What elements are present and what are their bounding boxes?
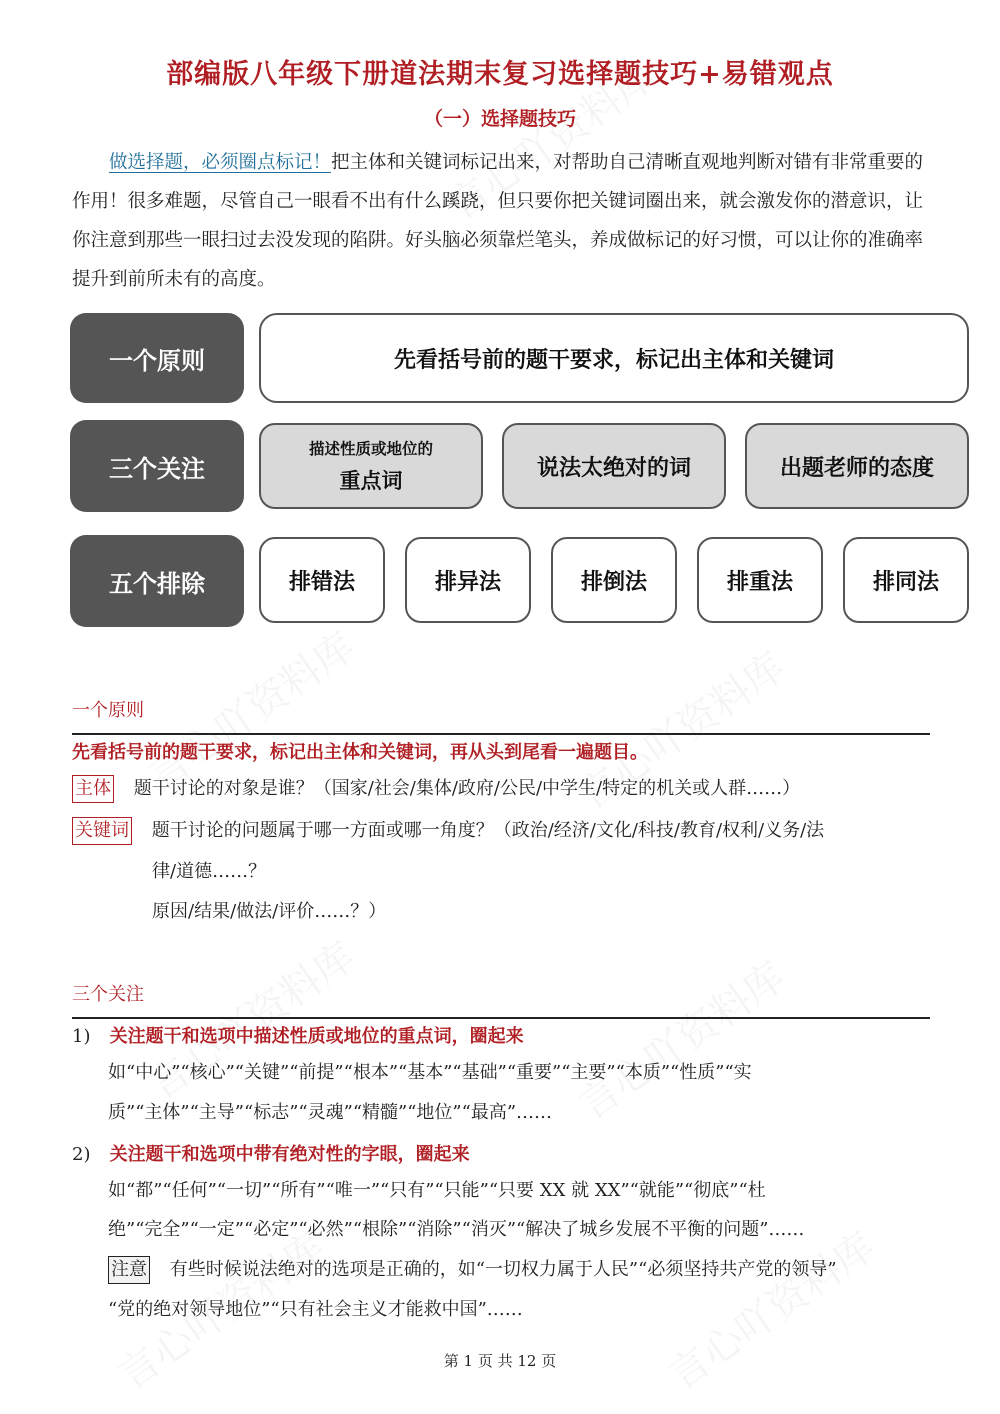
watermark bbox=[565, 946, 794, 1130]
focus-item-1-line2: 质”“主体”“主导”“标志”“灵魂”“精髓”“地位”“最高”…… bbox=[108, 1102, 553, 1123]
focus-item-2-title-row bbox=[72, 1140, 470, 1168]
intro-paragraph bbox=[72, 143, 934, 299]
page-number: 第 1 页 共 12 页 bbox=[443, 1352, 557, 1370]
subject-text: 题干讨论的对象是谁？（国家/社会/集体/政府/公民/中学生/特定的机关或人群……） bbox=[133, 778, 801, 799]
focus-item-1-line1: 如“中心”“核心”“关键”“前提”“根本”“基本”“基础”“重要”“主要”“本质”“性质”“实 bbox=[108, 1062, 752, 1083]
focus-item-2-line1: 如“都”“任何”“一切”“所有”“唯一”“只有”“只能”“只要 XX 就 XX”“就能”“彻底”“杜 bbox=[108, 1180, 766, 1201]
note-line1: 有些时候说法绝对的选项是正确的，如“一切权力属于人民”“必须坚持共产党的领导” bbox=[169, 1259, 837, 1280]
exclusion-item: 排倒法 bbox=[551, 537, 677, 623]
keyword-text-1: 题干讨论的问题属于哪一方面或哪一角度？（政治/经济/文化/科技/教育/权利/义务/法 bbox=[151, 820, 825, 841]
intro-text: 把主体和关键词标记出来，对帮助自己清晰直观地判断对错有非常重要的作用！很多难题，尽管自己一眼看不出有什么蹊跷，但只要你把关键词圈出来，就会激发你的潜意识，让你注意到那些一眼扫过去没发现的陷阱。好头脑必须靠烂笔头，养成做标记的好习惯，可以让你的准确率提升到前所未有的高度。 bbox=[72, 152, 924, 290]
focus-label: 三个关注 bbox=[70, 420, 244, 512]
subject-row bbox=[72, 769, 932, 809]
focus-item-absolute-words: 说法太绝对的词 bbox=[502, 423, 726, 509]
keyword-text-3: 原因/结果/做法/评价……？） bbox=[152, 901, 387, 922]
focus-item-1-title: 关注题干和选项中描述性质或地位的重点词，圈起来 bbox=[109, 1026, 524, 1047]
note-line2: “党的绝对领导地位”“只有社会主义才能救中国”…… bbox=[108, 1299, 523, 1320]
focus-item-key-words: 描述性质或地位的 重点词 bbox=[259, 423, 483, 509]
intro-highlight: 做选择题，必须圈点标记！ bbox=[109, 152, 332, 173]
section-heading-principle: 一个原则 bbox=[72, 700, 144, 721]
exclusion-item: 排同法 bbox=[843, 537, 969, 623]
page-subtitle: （一）选择题技巧 bbox=[423, 108, 576, 130]
exclusion-label: 五个排除 bbox=[70, 535, 244, 627]
keyword-row bbox=[72, 811, 942, 851]
section-divider bbox=[72, 1017, 930, 1019]
page-title: 部编版八年级下册道法期末复习选择题技巧+易错观点 bbox=[166, 59, 834, 90]
keyword-text-2: 律/道德……？ bbox=[152, 861, 267, 882]
focus-item-2-line2: 绝”“完全”“一定”“必定”“必然”“根除”“消除”“消灭”“解决了城乡发展不平衡的问题”…… bbox=[108, 1219, 805, 1240]
keyword-tag: 关键词 bbox=[72, 817, 132, 845]
section-divider bbox=[72, 733, 930, 735]
principle-content: 先看括号前的题干要求，标记出主体和关键词 bbox=[259, 313, 969, 403]
exclusion-item: 排错法 bbox=[259, 537, 385, 623]
exclusion-item: 排异法 bbox=[405, 537, 531, 623]
focus-item-teacher-attitude: 出题老师的态度 bbox=[745, 423, 969, 509]
note-row bbox=[108, 1250, 938, 1290]
focus-item-1-title-row bbox=[72, 1022, 524, 1050]
subject-tag: 主体 bbox=[72, 775, 114, 803]
focus-item-2-num: 2) bbox=[72, 1144, 91, 1165]
focus-item-2-title: 关注题干和选项中带有绝对性的字眼，圈起来 bbox=[109, 1144, 470, 1165]
section-heading-focus: 三个关注 bbox=[72, 984, 144, 1005]
focus-item-1-num: 1) bbox=[72, 1026, 91, 1047]
principle-label: 一个原则 bbox=[70, 313, 244, 403]
exclusion-item: 排重法 bbox=[697, 537, 823, 623]
note-tag: 注意 bbox=[108, 1256, 150, 1284]
principle-lead: 先看括号前的题干要求，标记出主体和关键词，再从头到尾看一遍题目。 bbox=[72, 742, 648, 763]
